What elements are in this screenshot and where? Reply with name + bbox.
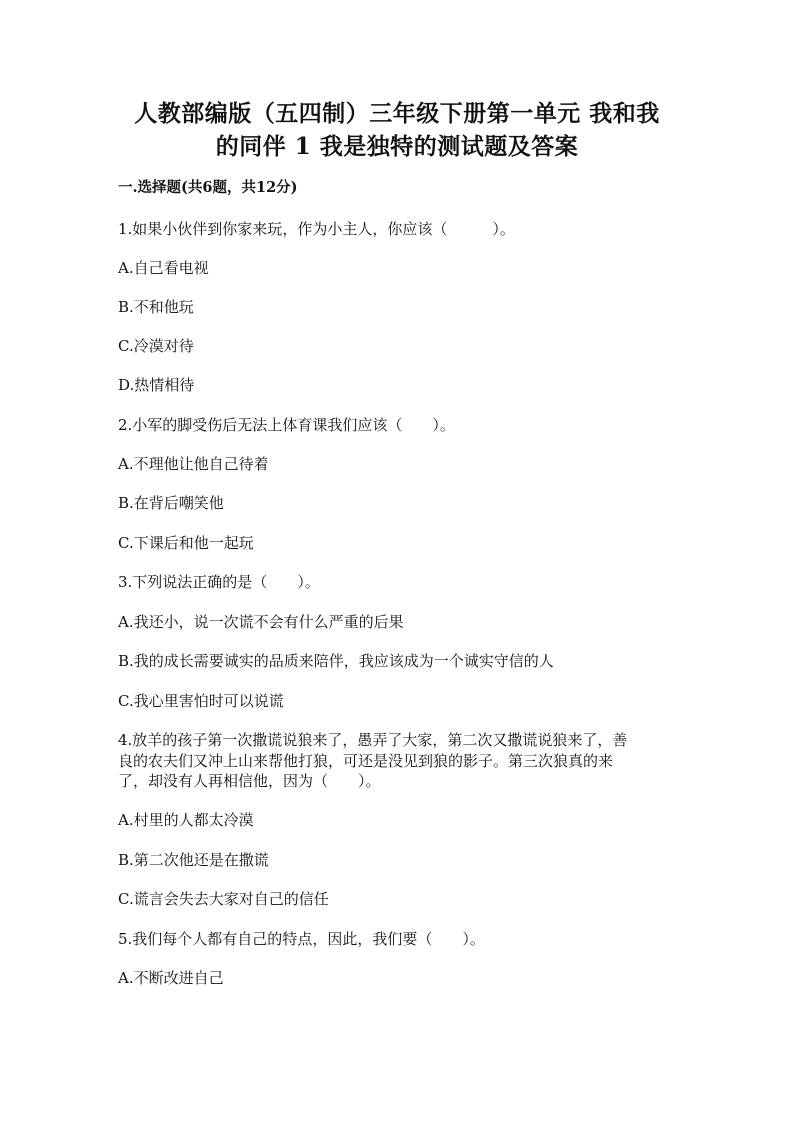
title-line-2: 的同伴 1 我是独特的测试题及答案 xyxy=(215,133,579,160)
question-3-stem: 3.下列说法正确的是（ ）。 xyxy=(118,573,320,591)
question-4-option-b: B.第二次他还是在撒谎 xyxy=(118,851,269,869)
question-2-option-c: C.下课后和他一起玩 xyxy=(118,534,254,552)
question-4-option-a: A.村里的人都太冷漠 xyxy=(118,811,254,829)
question-5-stem: 5.我们每个人都有自己的特点，因此，我们要（ ）。 xyxy=(118,930,485,948)
question-2-stem: 2.小军的脚受伤后无法上体育课我们应该（ ）。 xyxy=(118,416,455,434)
question-3-option-b: B.我的成长需要诚实的品质来陪伴，我应该成为一个诚实守信的人 xyxy=(118,652,554,670)
question-3-option-c: C.我心里害怕时可以说谎 xyxy=(118,692,284,710)
question-1-stem: 1.如果小伙伴到你家来玩，作为小主人，你应该（ ）。 xyxy=(118,220,515,238)
question-2-option-a: A.不理他让他自己待着 xyxy=(118,455,269,473)
document-title xyxy=(100,97,694,163)
question-1-option-b: B.不和他玩 xyxy=(118,298,194,316)
question-3-option-a: A.我还小，说一次谎不会有什么严重的后果 xyxy=(118,613,404,631)
question-4-option-c: C.谎言会失去大家对自己的信任 xyxy=(118,890,329,908)
question-4-stem-line-3: 了，却没有人再相信他，因为（ ）。 xyxy=(118,772,381,790)
question-1-option-d: D.热情相待 xyxy=(118,376,195,394)
question-4-stem xyxy=(118,730,627,792)
section-heading: 一.选择题(共6题，共12分) xyxy=(118,179,298,196)
question-1-option-c: C.冷漠对待 xyxy=(118,337,194,355)
title-line-1: 人教部编版（五四制）三年级下册第一单元 我和我 xyxy=(134,100,660,127)
question-5-option-a: A.不断改进自己 xyxy=(118,969,224,987)
question-4-stem-line-2: 良的农夫们又冲上山来帮他打狼，可还是没见到狼的影子。第三次狼真的来 xyxy=(118,751,614,770)
question-2-option-b: B.在背后嘲笑他 xyxy=(118,494,224,512)
question-1-option-a: A.自己看电视 xyxy=(118,259,209,277)
question-4-stem-line-1: 4.放羊的孩子第一次撒谎说狼来了，愚弄了大家，第二次又撒谎说狼来了，善 xyxy=(118,731,628,749)
